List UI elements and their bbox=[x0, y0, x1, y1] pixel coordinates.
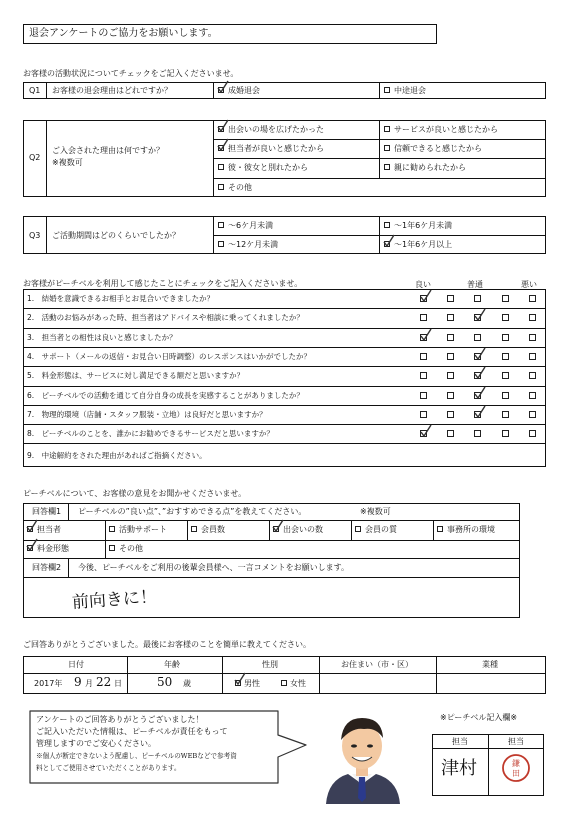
q1-number: Q1 bbox=[29, 86, 41, 95]
rating-checkbox[interactable] bbox=[502, 334, 509, 341]
rating-scale-normal: 普通 bbox=[467, 280, 483, 289]
rating-checkbox[interactable] bbox=[420, 353, 427, 360]
rating-checkbox[interactable] bbox=[529, 314, 536, 321]
rating-checkbox[interactable] bbox=[420, 314, 427, 321]
gender-male-check-mark bbox=[233, 672, 247, 686]
rating-row-divider bbox=[23, 405, 546, 406]
q3-option-checkbox[interactable] bbox=[384, 222, 390, 228]
q2-option-label: 出会いの場を広げたかった bbox=[228, 125, 324, 134]
q3-option-label: ～12ケ月未満 bbox=[228, 240, 279, 249]
opinion-option-label: その他 bbox=[119, 544, 143, 553]
rating-item: 5. 料金形態は、サービスに対し満足できる額だと思いますか？ bbox=[27, 371, 245, 380]
rating-checkbox[interactable] bbox=[474, 334, 481, 341]
q1-check-mark-married bbox=[216, 80, 230, 94]
rating-check-mark bbox=[473, 386, 487, 400]
rating-item: 8. ピーチベルのことを、誰かにお勧めできるサービスだと思いますか？ bbox=[27, 429, 274, 438]
profile-heading: ご回答ありがとうございました。最後にお客様のことを簡単に教えてください。 bbox=[23, 640, 311, 649]
rating-checkbox[interactable] bbox=[420, 372, 427, 379]
rating-scale-bad: 悪い bbox=[521, 280, 537, 289]
rating-checkbox[interactable] bbox=[529, 334, 536, 341]
staff-signature: 津村 bbox=[441, 758, 477, 779]
q2-note: ※複数可 bbox=[52, 158, 83, 167]
staff-header-2: 担当 bbox=[508, 737, 524, 746]
rating-check-mark bbox=[473, 405, 487, 419]
rating-checkbox[interactable] bbox=[529, 392, 536, 399]
q2-question: ご入会された理由は何ですか？ bbox=[52, 146, 164, 155]
q2-option-label: 信頼できると感じたから bbox=[394, 144, 482, 153]
rating-item: 4. サポート（メールの返信・お見合い日時調整）のレスポンスはいかがでしたか？ bbox=[27, 352, 312, 361]
header-residence: お住まい（市・区） bbox=[341, 660, 413, 669]
date-month: 9 bbox=[74, 675, 82, 689]
date-year: 2017年 bbox=[34, 679, 63, 688]
rating-checkbox[interactable] bbox=[447, 334, 454, 341]
answer1-text: ピーチベルの”良い点”、”おすすめできる点”を教えてください。 bbox=[78, 507, 307, 516]
opinion-option-checkbox[interactable] bbox=[355, 526, 361, 532]
date-month-unit: 月 bbox=[85, 679, 93, 688]
rating-row-divider bbox=[23, 366, 546, 367]
staff-illustration bbox=[312, 706, 412, 806]
q3-option-checkbox[interactable] bbox=[218, 241, 224, 247]
opinion-option-label: 事務所の環境 bbox=[447, 525, 495, 534]
answer2-label: 回答欄2 bbox=[32, 563, 62, 572]
q3-question: ご活動期間はどのくらいでしたか？ bbox=[52, 231, 180, 240]
rating-checkbox[interactable] bbox=[474, 430, 481, 437]
rating-heading: お客様がピーチベルを利用して感じたことにチェックをご記入くださいませ。 bbox=[23, 279, 303, 288]
message-line: アンケートのご回答ありがとうございました！ bbox=[36, 715, 204, 724]
handwritten-comment: 前向きに！ bbox=[71, 587, 158, 613]
opinion-check-mark bbox=[25, 538, 39, 552]
rating-checkbox[interactable] bbox=[447, 295, 454, 302]
q1-question: お客様の退会理由はどれですか？ bbox=[52, 86, 172, 95]
message-line: 料としてご使用させていただくことがあります。 bbox=[36, 764, 181, 772]
gender-female-checkbox[interactable] bbox=[281, 680, 287, 686]
answer1-note: ※複数可 bbox=[360, 507, 391, 516]
rating-checkbox[interactable] bbox=[529, 411, 536, 418]
rating-row-divider bbox=[23, 328, 546, 329]
q2-check-mark bbox=[216, 138, 230, 152]
age-unit: 歳 bbox=[183, 679, 191, 688]
q2-check-mark bbox=[216, 119, 230, 133]
rating-item: 2. 活動のお悩みがあった時、担当者はアドバイスや相談に乗ってくれましたか？ bbox=[27, 313, 304, 322]
date-day: 22 bbox=[96, 675, 112, 689]
q2-option-label: その他 bbox=[228, 183, 252, 192]
q2-option-label: サービスが良いと感じたから bbox=[394, 125, 498, 134]
rating-item-9: 9. 中途解約をされた理由があればご指摘ください。 bbox=[27, 451, 207, 460]
rating-check-mark bbox=[473, 347, 487, 361]
rating-checkbox[interactable] bbox=[529, 353, 536, 360]
answer2-text: 今後、ピーチベルをご利用の後輩会員様へ、一言コメントをお願いします。 bbox=[78, 563, 350, 572]
q2-option-label: 親に勧められたから bbox=[394, 163, 466, 172]
message-line: ご記入いただいた情報は、ピーチベルが責任をもって bbox=[36, 727, 228, 736]
q2-option-label: 彼・彼女と別れたから bbox=[228, 163, 308, 172]
header-industry: 業種 bbox=[482, 660, 498, 669]
q2-option-checkbox[interactable] bbox=[218, 184, 224, 190]
page-title: 退会アンケートのご協力をお願いします。 bbox=[29, 28, 218, 39]
opinion-option-label: 料金形態 bbox=[37, 544, 69, 553]
rating-checkbox[interactable] bbox=[447, 372, 454, 379]
q2-option-label: 担当者が良いと感じたから bbox=[228, 144, 324, 153]
rating-check-mark bbox=[419, 424, 433, 438]
q2-option-checkbox[interactable] bbox=[384, 145, 390, 151]
q1-option-label-married: 成婚退会 bbox=[228, 86, 260, 95]
svg-text:田: 田 bbox=[512, 769, 520, 778]
opinion-heading: ピーチベルについて、お客様の意見をお聞かせくださいませ。 bbox=[23, 489, 247, 498]
rating-checkbox[interactable] bbox=[502, 295, 509, 302]
rating-scale-good: 良い bbox=[415, 280, 431, 289]
opinion-option-label: 担当者 bbox=[37, 525, 61, 534]
rating-check-mark bbox=[419, 328, 433, 342]
q3-option-label: ～1年6ケ月未満 bbox=[394, 221, 453, 230]
q3-option-label: ～1年6ケ月以上 bbox=[394, 240, 453, 249]
rating-checkbox[interactable] bbox=[502, 392, 509, 399]
rating-check-mark bbox=[473, 366, 487, 380]
rating-checkbox[interactable] bbox=[420, 392, 427, 399]
message-line: 管理しますのでご安心ください。 bbox=[36, 739, 156, 748]
rating-checkbox[interactable] bbox=[502, 411, 509, 418]
rating-checkbox[interactable] bbox=[502, 430, 509, 437]
staff-header-1: 担当 bbox=[452, 737, 468, 746]
staff-title: ※ピーチベル記入欄※ bbox=[440, 713, 518, 722]
rating-item: 7. 物理的環境（店舗・スタッフ服装・立地）は良好だと思いますか？ bbox=[27, 410, 267, 419]
rating-checkbox[interactable] bbox=[474, 295, 481, 302]
rating-checkbox[interactable] bbox=[420, 411, 427, 418]
opinion-option-checkbox[interactable] bbox=[191, 526, 197, 532]
gender-male-label: 男性 bbox=[244, 679, 260, 688]
header-age: 年齢 bbox=[164, 660, 180, 669]
rating-checkbox[interactable] bbox=[529, 295, 536, 302]
rating-row-divider bbox=[23, 347, 546, 348]
opinion-option-label: 活動サポート bbox=[119, 525, 167, 534]
rating-checkbox[interactable] bbox=[529, 430, 536, 437]
rating-check-mark bbox=[419, 289, 433, 303]
q3-check-mark bbox=[382, 234, 396, 248]
rating-row-divider bbox=[23, 308, 546, 309]
header-date: 日付 bbox=[68, 660, 84, 669]
opinion-option-label: 会員の質 bbox=[365, 525, 397, 534]
age-value: 50 bbox=[157, 675, 173, 689]
rating-check-mark bbox=[473, 308, 487, 322]
q2-option-checkbox[interactable] bbox=[384, 126, 390, 132]
opinion-check-mark bbox=[271, 519, 285, 533]
rating-checkbox[interactable] bbox=[502, 372, 509, 379]
rating-item: 1. 結婚を意識できるお相手とお見合いできましたか？ bbox=[27, 294, 215, 303]
q2-number: Q2 bbox=[29, 153, 41, 162]
opinion-option-label: 出会いの数 bbox=[283, 525, 323, 534]
opinion-option-checkbox[interactable] bbox=[109, 545, 115, 551]
q2-option-checkbox[interactable] bbox=[218, 164, 224, 170]
rating-checkbox[interactable] bbox=[447, 353, 454, 360]
rating-checkbox[interactable] bbox=[447, 430, 454, 437]
gender-female-label: 女性 bbox=[290, 679, 306, 688]
q3-number: Q3 bbox=[29, 231, 41, 240]
q3-option-checkbox[interactable] bbox=[218, 222, 224, 228]
q3-option-label: ～6ケ月未満 bbox=[228, 221, 274, 230]
seal-stamp bbox=[499, 751, 533, 785]
answer1-label: 回答欄1 bbox=[32, 507, 62, 516]
rating-checkbox[interactable] bbox=[529, 372, 536, 379]
svg-text:鎌: 鎌 bbox=[512, 759, 520, 768]
rating-item: 6. ピーチベルでの活動を通じて自分自身の成長を実感することがありましたか？ bbox=[27, 391, 304, 400]
opinion-option-label: 会員数 bbox=[201, 525, 225, 534]
rating-item: 3. 担当者との相性は良いと感じましたか？ bbox=[27, 333, 177, 342]
q1-option-checkbox-midway[interactable] bbox=[384, 87, 390, 93]
opinion-check-mark bbox=[25, 519, 39, 533]
message-line: ※個人が断定できないよう配慮し、ピーチベルのWEBなどで参考資 bbox=[36, 752, 237, 760]
rating-checkbox[interactable] bbox=[502, 314, 509, 321]
opinion-option-checkbox[interactable] bbox=[109, 526, 115, 532]
date-day-unit: 日 bbox=[114, 679, 122, 688]
header-gender: 性別 bbox=[262, 660, 278, 669]
rating-checkbox[interactable] bbox=[447, 411, 454, 418]
rating-row-divider bbox=[23, 424, 546, 425]
q1-option-label-midway: 中途退会 bbox=[394, 86, 426, 95]
rating-row-divider bbox=[23, 386, 546, 387]
opinion-option-checkbox[interactable] bbox=[437, 526, 443, 532]
rating-checkbox[interactable] bbox=[447, 314, 454, 321]
activity-heading: お客様の活動状況についてチェックをご記入くださいませ。 bbox=[23, 69, 239, 78]
q2-option-checkbox[interactable] bbox=[384, 164, 390, 170]
rating-row-divider bbox=[23, 443, 546, 444]
rating-checkbox[interactable] bbox=[447, 392, 454, 399]
rating-checkbox[interactable] bbox=[502, 353, 509, 360]
